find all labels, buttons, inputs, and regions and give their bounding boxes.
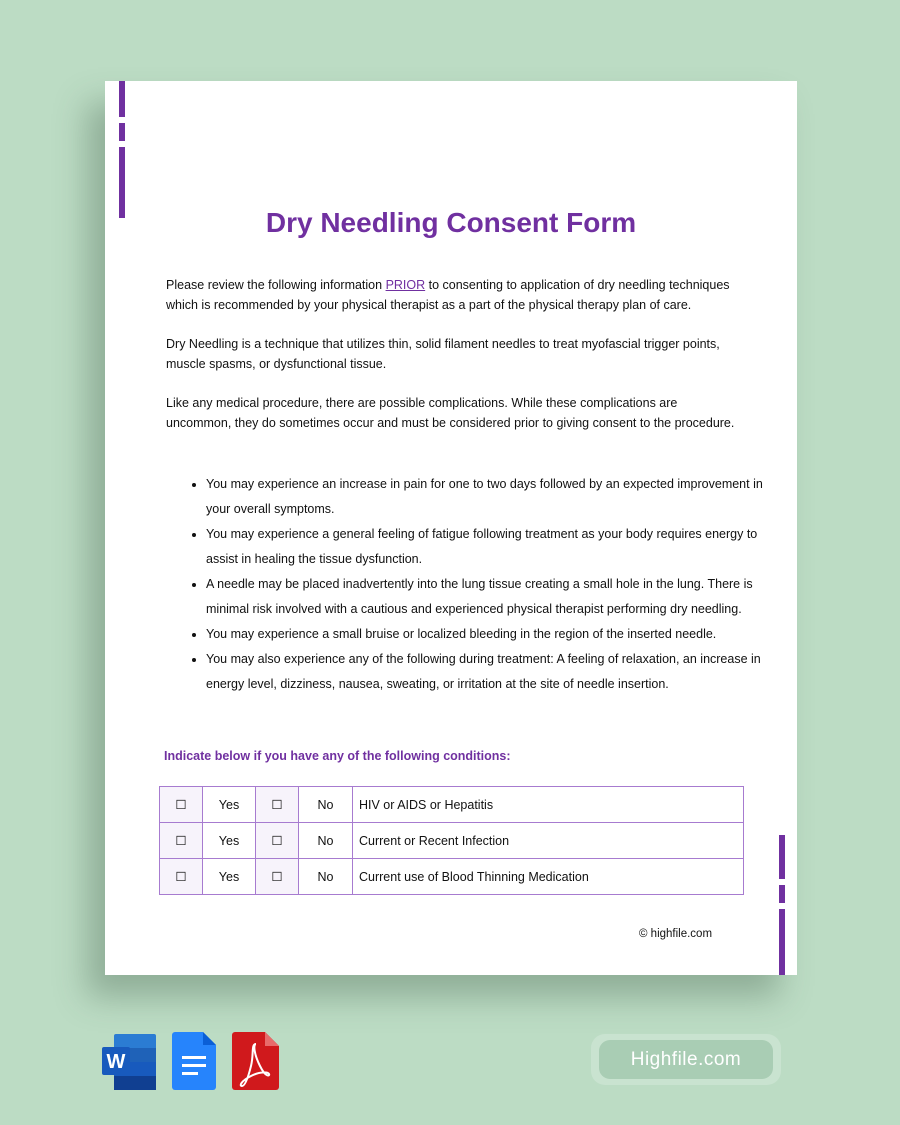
- no-label: No: [299, 787, 353, 823]
- prior-link[interactable]: PRIOR: [385, 278, 426, 292]
- list-item: • You may experience an increase in pain for one to two days followed by an expected improvement in your overall symptoms.: [206, 472, 786, 522]
- decorative-bar: [779, 909, 785, 975]
- yes-label: Yes: [203, 859, 256, 895]
- yes-label: Yes: [203, 787, 256, 823]
- yes-checkbox[interactable]: ☐: [160, 787, 203, 823]
- no-label: No: [299, 859, 353, 895]
- conditions-table: [159, 786, 744, 895]
- definition-paragraph: Dry Needling is a technique that utilizes thin, solid filament needles to treat myofascial trigger points, muscle spasms, or dysfunctional tissue.: [166, 337, 720, 371]
- intro-text: to consenting to application of dry needling techniques which is recommended by your physical therapist as a part of the physical therapy plan of care.: [166, 278, 730, 312]
- no-checkbox[interactable]: ☐: [256, 859, 299, 895]
- intro-paragraph: [166, 276, 746, 315]
- condition-label: Current or Recent Infection: [353, 823, 744, 859]
- copyright: © highfile.com: [639, 928, 713, 940]
- list-item: • A needle may be placed inadvertently into the lung tissue creating a small hole in the lung. There is minimal risk involved with a cautious and experienced physical therapist performing dry needling.: [206, 572, 786, 622]
- no-checkbox[interactable]: ☐: [256, 823, 299, 859]
- list-item: • You may experience a small bruise or localized bleeding in the region of the inserted needle.: [206, 622, 786, 647]
- table-row: [160, 823, 744, 859]
- list-item: • You may also experience any of the following during treatment: A feeling of relaxation, an increase in energy level, dizziness, nausea, sweating, or irritation at the site of needle insertion.: [206, 647, 786, 697]
- complications-list: [166, 472, 786, 697]
- decorative-bar: [119, 123, 125, 141]
- conditions-heading: Indicate below if you have any of the following conditions:: [164, 749, 511, 763]
- list-item: • You may experience a general feeling of fatigue following treatment as your body requires energy to assist in healing the tissue dysfunction.: [206, 522, 786, 572]
- page-title: Dry Needling Consent Form: [265, 207, 637, 238]
- decorative-bar: [779, 835, 785, 879]
- condition-label: HIV or AIDS or Hepatitis: [353, 787, 744, 823]
- pdf-icon[interactable]: [232, 1030, 280, 1092]
- svg-text:W: W: [106, 1051, 126, 1073]
- intro-text: Please review the following information: [166, 278, 386, 292]
- no-checkbox[interactable]: ☐: [256, 787, 299, 823]
- condition-label: Current use of Blood Thinning Medication: [353, 859, 744, 895]
- decorative-bar: [779, 885, 785, 903]
- google-docs-icon[interactable]: [172, 1030, 218, 1092]
- yes-checkbox[interactable]: ☐: [160, 823, 203, 859]
- decorative-bar: [119, 81, 125, 117]
- yes-checkbox[interactable]: ☐: [160, 859, 203, 895]
- document-page: [105, 81, 797, 975]
- complications-paragraph: Like any medical procedure, there are possible complications. While these complications are uncommon, they do sometimes occur and must be considered prior to giving consent to the procedure.: [166, 396, 735, 430]
- highfile-badge[interactable]: [591, 1034, 781, 1085]
- table-row: [160, 859, 744, 895]
- highfile-badge-label: Highfile.com: [599, 1040, 773, 1079]
- table-row: [160, 787, 744, 823]
- word-icon[interactable]: [100, 1030, 158, 1092]
- no-label: No: [299, 823, 353, 859]
- yes-label: Yes: [203, 823, 256, 859]
